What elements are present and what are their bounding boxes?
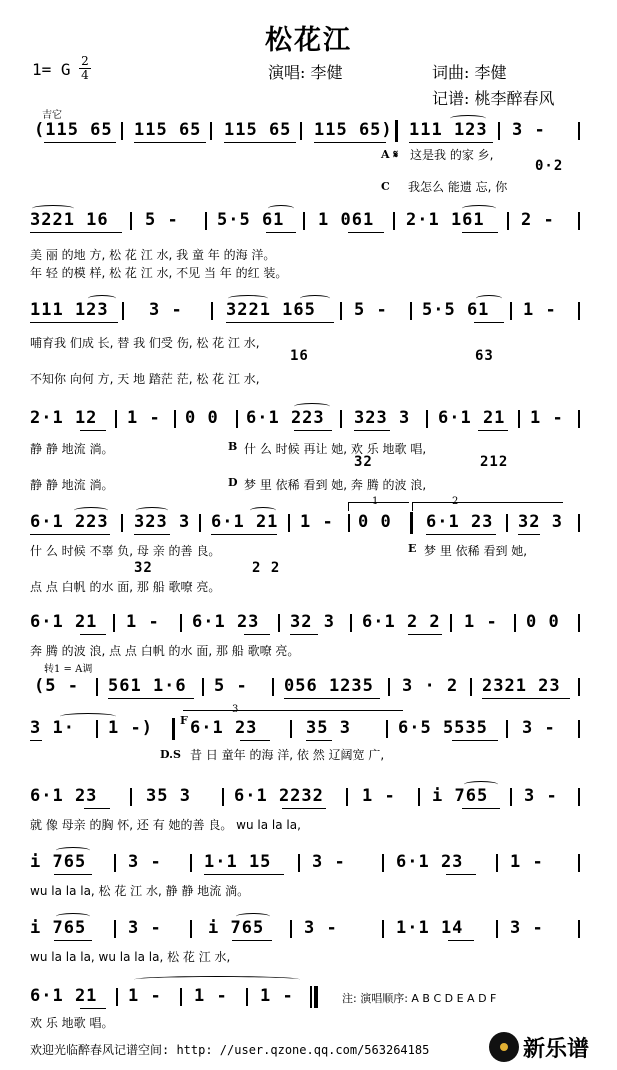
triplet-label: 3 bbox=[232, 704, 239, 715]
transcriber: 记谱: 桃李醉春风 bbox=[432, 89, 555, 108]
section-e-marker: E bbox=[408, 542, 417, 555]
barline bbox=[278, 614, 280, 632]
measure: 2·1 161 bbox=[406, 210, 485, 230]
underline bbox=[30, 322, 118, 323]
measure: 32 3 bbox=[290, 612, 335, 632]
barline bbox=[115, 410, 117, 428]
alt-notes: 63 bbox=[475, 348, 494, 364]
modulation-marker: 转1 = A调 bbox=[44, 664, 93, 675]
underline bbox=[54, 940, 92, 941]
ds-marker: D.S bbox=[160, 748, 181, 761]
measure: 6·1 23 bbox=[396, 852, 464, 872]
slur bbox=[32, 205, 74, 212]
measure: 5 - bbox=[214, 676, 248, 696]
underline bbox=[306, 740, 332, 741]
barline bbox=[496, 920, 498, 938]
underline bbox=[54, 874, 92, 875]
alt-notes: 16 bbox=[290, 348, 309, 364]
barline bbox=[113, 614, 115, 632]
alt-notes: 32 bbox=[354, 454, 373, 470]
guitar-marker: 吉它 bbox=[42, 110, 62, 121]
underline bbox=[518, 534, 540, 535]
barline bbox=[340, 302, 342, 320]
repeat-barline bbox=[410, 512, 413, 534]
lyrics-line: 这是我 的家 乡, bbox=[410, 148, 494, 162]
slur bbox=[136, 507, 168, 514]
measure: 3 - bbox=[312, 852, 346, 872]
barline bbox=[96, 678, 98, 696]
measure: 6·1 23 bbox=[426, 512, 494, 532]
underline bbox=[409, 142, 493, 143]
barline bbox=[388, 678, 390, 696]
barline bbox=[298, 854, 300, 872]
time-numerator: 2 bbox=[81, 54, 89, 68]
measure: 1 - bbox=[523, 300, 557, 320]
barline bbox=[199, 514, 201, 532]
underline bbox=[30, 740, 42, 741]
slur bbox=[294, 403, 330, 410]
barline bbox=[578, 122, 580, 140]
measure: i 765 bbox=[208, 918, 265, 938]
barline bbox=[382, 854, 384, 872]
slur bbox=[268, 205, 294, 212]
underline bbox=[204, 874, 284, 875]
barline bbox=[578, 678, 580, 696]
underline bbox=[80, 1008, 106, 1009]
lyrics-line: wu la la la, 松 花 江 水, 静 静 地流 淌。 bbox=[30, 884, 250, 898]
barline bbox=[340, 410, 342, 428]
section-f-marker: F bbox=[180, 714, 188, 727]
barline bbox=[507, 212, 509, 230]
barline bbox=[506, 720, 508, 738]
barline bbox=[578, 720, 580, 738]
row-2-notes bbox=[0, 210, 617, 236]
barline bbox=[121, 514, 123, 532]
logo bbox=[489, 1030, 611, 1064]
row-10-notes bbox=[0, 852, 617, 878]
measure: 056 1235 bbox=[284, 676, 374, 696]
slur bbox=[60, 713, 116, 720]
barline bbox=[578, 788, 580, 806]
barline bbox=[578, 854, 580, 872]
measure: 6·1 21 bbox=[211, 512, 279, 532]
barline bbox=[578, 410, 580, 428]
underline bbox=[244, 634, 270, 635]
lyrics-line: 梦 里 依稀 看到 她, 奔 腾 的波 浪, bbox=[244, 478, 427, 492]
measure: 323 3 bbox=[134, 512, 191, 532]
barline bbox=[386, 720, 388, 738]
measure: 6·1 2 2 bbox=[362, 612, 441, 632]
measure: 115 65 bbox=[224, 120, 292, 140]
measure: 5 - bbox=[145, 210, 179, 230]
barline bbox=[202, 678, 204, 696]
barline bbox=[290, 720, 292, 738]
row-12-notes bbox=[0, 986, 617, 1012]
measure: 111 123 bbox=[30, 300, 109, 320]
underline bbox=[282, 808, 326, 809]
measure: 115 65 bbox=[134, 120, 202, 140]
barline bbox=[498, 122, 500, 140]
section-b-marker: B bbox=[228, 440, 238, 453]
slur bbox=[462, 205, 496, 212]
lyrics-line: 不知你 向何 方, 天 地 踏茫 茫, 松 花 江 水, bbox=[30, 372, 260, 386]
underline bbox=[452, 740, 498, 741]
slur bbox=[74, 507, 108, 514]
measure: 1·1 14 bbox=[396, 918, 464, 938]
repeat-barline bbox=[395, 120, 398, 142]
slur bbox=[228, 295, 268, 302]
barline bbox=[114, 854, 116, 872]
lyrics-line: 静 静 地流 淌。 bbox=[30, 442, 114, 456]
key-signature: 1= G bbox=[32, 60, 71, 79]
measure: 35 3 bbox=[306, 718, 351, 738]
measure: 1 - bbox=[127, 408, 161, 428]
underline bbox=[462, 232, 498, 233]
underline bbox=[426, 534, 496, 535]
barline bbox=[496, 854, 498, 872]
row-5-notes bbox=[0, 512, 617, 538]
measure: 2321 23 bbox=[482, 676, 561, 696]
underline bbox=[354, 430, 390, 431]
barline bbox=[450, 614, 452, 632]
measure: 6·1 23 bbox=[190, 718, 258, 738]
barline bbox=[470, 678, 472, 696]
record-disc-icon bbox=[489, 1032, 519, 1062]
barline bbox=[348, 514, 350, 532]
underline bbox=[226, 322, 334, 323]
barline bbox=[288, 514, 290, 532]
measure: 6·1 2232 bbox=[234, 786, 324, 806]
measure: 1 - bbox=[362, 786, 396, 806]
measure: 3 - bbox=[524, 786, 558, 806]
lyrics-line: 就 像 母亲 的胸 怀, 还 有 她的善 良。 wu la la la, bbox=[30, 818, 301, 832]
alt-notes: 32 bbox=[134, 560, 153, 576]
measure: 0 0 bbox=[185, 408, 219, 428]
measure: 6·1 21 bbox=[30, 986, 98, 1006]
volta-2-label: 2 bbox=[452, 496, 459, 507]
underline bbox=[134, 534, 170, 535]
measure: (5 - bbox=[34, 676, 79, 696]
measure: 6·1 23 bbox=[30, 786, 98, 806]
slur bbox=[476, 295, 502, 302]
volta-1 bbox=[348, 502, 409, 511]
barline bbox=[426, 410, 428, 428]
barline bbox=[578, 920, 580, 938]
alt-notes: 2 2 bbox=[252, 560, 281, 576]
measure: 32 3 bbox=[518, 512, 563, 532]
lyrics-line: 什 么 时候 不辜 负, 母 亲 的善 良。 bbox=[30, 544, 221, 558]
underline bbox=[44, 142, 116, 143]
measure: 1 - bbox=[530, 408, 564, 428]
lyrics-line: 奔 腾 的波 浪, 点 点 白帆 的水 面, 那 船 歌嘹 亮。 bbox=[30, 644, 300, 658]
slur bbox=[450, 115, 486, 122]
measure: 323 3 bbox=[354, 408, 411, 428]
barline bbox=[174, 410, 176, 428]
row-6-notes bbox=[0, 612, 617, 638]
measure: 5·5 61 bbox=[422, 300, 490, 320]
lyrics-line: 我怎么 能遗 忘, 你 bbox=[408, 180, 508, 194]
volta-1-label: 1 bbox=[372, 496, 379, 507]
barline bbox=[578, 614, 580, 632]
barline bbox=[382, 920, 384, 938]
measure: 1 - bbox=[260, 986, 294, 1006]
section-a-marker: A 𝄋 bbox=[381, 148, 399, 161]
barline bbox=[205, 212, 207, 230]
slur bbox=[56, 847, 90, 854]
underline bbox=[448, 940, 474, 941]
barline bbox=[510, 302, 512, 320]
song-title: 松花江 bbox=[265, 25, 352, 56]
measure: 3 · 2 bbox=[402, 676, 459, 696]
measure: 6·1 223 bbox=[246, 408, 325, 428]
lyrics-line: 欢 乐 地歌 唱。 bbox=[30, 1016, 114, 1030]
measure: 2 - bbox=[521, 210, 555, 230]
measure: 6·1 21 bbox=[438, 408, 506, 428]
composer: 词曲: 李健 bbox=[432, 63, 507, 82]
underline bbox=[134, 142, 206, 143]
barline bbox=[393, 212, 395, 230]
logo-text: 新乐谱 bbox=[523, 1037, 590, 1062]
measure: 35 3 bbox=[146, 786, 191, 806]
barline bbox=[518, 410, 520, 428]
underline bbox=[224, 142, 296, 143]
measure: 1 061 bbox=[318, 210, 375, 230]
measure: 3 - bbox=[128, 852, 162, 872]
underline bbox=[314, 142, 386, 143]
slur bbox=[464, 781, 498, 788]
underline bbox=[80, 430, 106, 431]
slur bbox=[300, 295, 330, 302]
measure: 1·1 15 bbox=[204, 852, 272, 872]
lyrics-line: 静 静 地流 淌。 bbox=[30, 478, 114, 492]
row-4-notes bbox=[0, 408, 617, 434]
section-barline bbox=[172, 718, 175, 740]
underline bbox=[80, 634, 106, 635]
measure: 3 - bbox=[522, 718, 556, 738]
measure: 1 - bbox=[464, 612, 498, 632]
measure: i 765 bbox=[432, 786, 489, 806]
measure: 1 - bbox=[510, 852, 544, 872]
underline bbox=[462, 808, 500, 809]
measure: 3 - bbox=[510, 918, 544, 938]
underline bbox=[232, 940, 272, 941]
tie bbox=[134, 976, 300, 983]
barline bbox=[510, 788, 512, 806]
lyrics-line: 年 轻 的模 样, 松 花 江 水, 不见 当 年 的红 装。 bbox=[30, 266, 288, 280]
underline bbox=[474, 322, 504, 323]
row-3-notes bbox=[0, 300, 617, 326]
row-1-notes bbox=[0, 120, 617, 146]
measure: 1 - bbox=[126, 612, 160, 632]
barline bbox=[350, 614, 352, 632]
measure: 1 - bbox=[300, 512, 334, 532]
lyrics-line: 哺育我 们成 长, 替 我 们受 伤, 松 花 江 水, bbox=[30, 336, 260, 350]
barline bbox=[114, 920, 116, 938]
measure: 3 - bbox=[304, 918, 338, 938]
measure: 3221 165 bbox=[226, 300, 316, 320]
measure: 115 65) bbox=[314, 120, 393, 140]
time-signature bbox=[78, 56, 92, 81]
barline bbox=[290, 920, 292, 938]
barline bbox=[578, 212, 580, 230]
measure: 0 0 bbox=[358, 512, 392, 532]
time-denominator: 4 bbox=[81, 68, 89, 82]
slur bbox=[88, 295, 116, 302]
section-d-marker: D bbox=[228, 476, 238, 489]
measure: 1 - bbox=[128, 986, 162, 1006]
measure: 5 - bbox=[354, 300, 388, 320]
alt-notes: 212 bbox=[480, 454, 509, 470]
row-7-notes bbox=[0, 676, 617, 702]
measure: 6·5 5535 bbox=[398, 718, 488, 738]
barline bbox=[410, 302, 412, 320]
lyrics-line: 梦 里 依稀 看到 她, bbox=[424, 544, 528, 558]
lyrics-line: 什 么 时候 再让 她, 欢 乐 地歌 唱, bbox=[244, 442, 427, 456]
measure: (115 65 bbox=[34, 120, 113, 140]
performance-order: 注: 演唱顺序: A B C D E A D F bbox=[342, 992, 497, 1005]
underline bbox=[482, 698, 570, 699]
barline bbox=[246, 988, 248, 1006]
underline bbox=[284, 698, 380, 699]
lyrics-line: 美 丽 的地 方, 松 花 江 水, 我 童 年 的海 洋。 bbox=[30, 248, 276, 262]
barline bbox=[418, 788, 420, 806]
barline bbox=[130, 788, 132, 806]
barline bbox=[130, 212, 132, 230]
measure: 2·1 12 bbox=[30, 408, 98, 428]
measure: 6·1 23 bbox=[192, 612, 260, 632]
measure: 3 1· bbox=[30, 718, 75, 738]
barline bbox=[190, 854, 192, 872]
barline bbox=[514, 614, 516, 632]
underline bbox=[84, 808, 110, 809]
lyrics-line: 昔 日 童年 的海 洋, 依 然 辽阔宽 广, bbox=[190, 748, 385, 762]
underline bbox=[211, 534, 277, 535]
measure: 6·1 21 bbox=[30, 612, 98, 632]
barline bbox=[272, 678, 274, 696]
barline bbox=[211, 302, 213, 320]
measure: i 765 bbox=[30, 918, 87, 938]
underline bbox=[478, 430, 508, 431]
underline bbox=[266, 232, 296, 233]
measure: i 765 bbox=[30, 852, 87, 872]
underline bbox=[108, 698, 194, 699]
barline bbox=[222, 788, 224, 806]
underline bbox=[408, 634, 442, 635]
underline bbox=[30, 232, 122, 233]
measure: 1 - bbox=[194, 986, 228, 1006]
barline bbox=[180, 614, 182, 632]
lyrics-line: wu la la la, wu la la la, 松 花 江 水, bbox=[30, 950, 231, 964]
pickup-notes: 0·2 bbox=[535, 158, 564, 174]
underline bbox=[446, 874, 476, 875]
barline bbox=[190, 920, 192, 938]
footer-credit: 欢迎光临醉春风记谱空间: http: //user.qzone.qq.com/563264185 bbox=[30, 1043, 430, 1057]
measure: 561 1·6 bbox=[108, 676, 187, 696]
measure: 6·1 223 bbox=[30, 512, 109, 532]
row-11-notes bbox=[0, 918, 617, 944]
section-c-marker: C bbox=[381, 180, 390, 193]
underline bbox=[30, 534, 110, 535]
barline bbox=[578, 514, 580, 532]
underline bbox=[240, 740, 270, 741]
measure: 0 0 bbox=[526, 612, 560, 632]
barline bbox=[116, 988, 118, 1006]
barline bbox=[300, 122, 302, 140]
measure: 1 -) bbox=[108, 718, 153, 738]
barline bbox=[121, 122, 123, 140]
slur bbox=[236, 913, 270, 920]
measure: 3 - bbox=[149, 300, 183, 320]
row-8-notes bbox=[0, 714, 617, 744]
measure: 3 - bbox=[128, 918, 162, 938]
barline bbox=[210, 122, 212, 140]
measure: 5·5 61 bbox=[217, 210, 285, 230]
barline bbox=[236, 410, 238, 428]
final-barline bbox=[310, 986, 312, 1008]
slur bbox=[56, 913, 90, 920]
slur bbox=[250, 507, 276, 514]
barline bbox=[303, 212, 305, 230]
measure: 3 - bbox=[512, 120, 546, 140]
underline bbox=[290, 634, 318, 635]
row-9-notes bbox=[0, 786, 617, 812]
volta-2 bbox=[412, 502, 563, 511]
lyrics-line: 点 点 白帆 的水 面, 那 船 歌嘹 亮。 bbox=[30, 580, 221, 594]
barline bbox=[578, 302, 580, 320]
barline bbox=[506, 514, 508, 532]
barline bbox=[346, 788, 348, 806]
barline bbox=[122, 302, 124, 320]
singer: 演唱: 李健 bbox=[268, 63, 343, 82]
underline bbox=[348, 232, 384, 233]
measure: 3221 16 bbox=[30, 210, 109, 230]
final-barline-thick bbox=[314, 986, 318, 1008]
underline bbox=[294, 430, 332, 431]
barline bbox=[96, 720, 98, 738]
measure: 111 123 bbox=[409, 120, 488, 140]
barline bbox=[180, 988, 182, 1006]
